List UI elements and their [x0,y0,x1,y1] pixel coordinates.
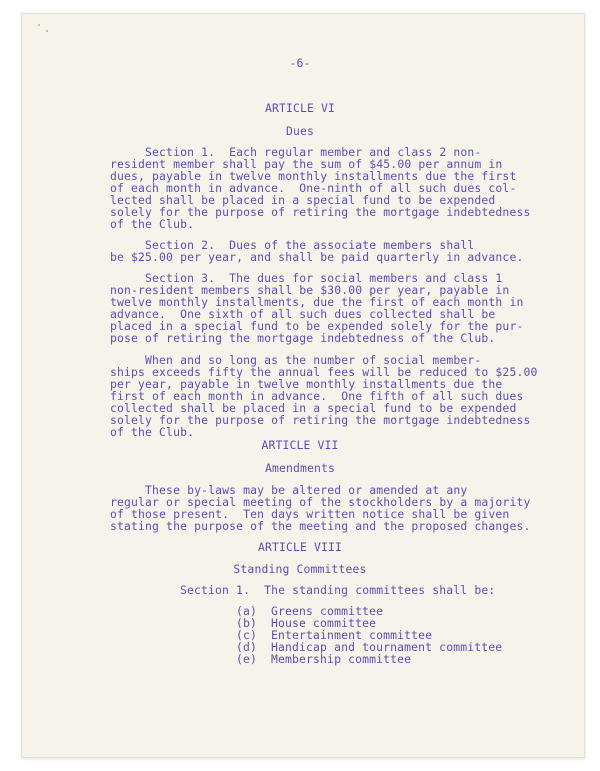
text-line: regular or special meeting of the stockholders by a majority [110,495,531,509]
text-line: solely for the purpose of retiring the mortgage indebtedness [110,205,531,219]
list-marker: (c) [236,628,258,642]
text-line: Section 2. Dues of the associate members shall [110,238,475,252]
text-line: Section 3. The dues for social members and class 1 [110,271,503,285]
article-vii-subheading: Amendments [264,461,336,475]
text-line: ships exceeds fifty the annual fees will be reduced to $25.00 [110,365,538,379]
article-vi-heading: ARTICLE VI [264,101,336,115]
text-line: dues, payable in twelve monthly installments due the first [110,169,517,183]
text-line: of the Club. [110,425,195,439]
article-vi-subheading: Dues [285,124,315,138]
text-line: stating the purpose of the meeting and the proposed changes. [110,519,531,533]
text-line: These by-laws may be altered or amended at any [110,483,468,497]
committee-name: House committee [271,616,377,630]
committee-name: Membership committee [271,652,412,666]
text-line: pose of retiring the mortgage indebtedness of the Club. [110,331,496,345]
text-line: of each month in advance. One-ninth of all such dues col- [110,181,517,195]
list-marker: (d) [236,640,258,654]
committee-name: Entertainment committee [271,628,433,642]
list-marker: (e) [236,652,258,666]
committee-name: Greens committee [271,604,384,618]
article-vii-heading: ARTICLE VII [261,438,339,452]
text-line: advance. One sixth of all such dues collected shall be [110,307,496,321]
committee-name: Handicap and tournament committee [271,640,503,654]
article-viii-subheading: Standing Committees [233,562,367,576]
text-line: Section 1. Each regular member and class 2 non- [110,145,482,159]
text-line: per year, payable in twelve monthly installments due the [110,377,503,391]
page-number: -6- [289,56,311,70]
text-line: be $25.00 per year, and shall be paid quarterly in advance. [110,250,524,264]
text-line: When and so long as the number of social member- [110,353,482,367]
paper-speck [46,30,48,32]
list-marker: (a) [236,604,258,618]
text-line: collected shall be placed in a special fund to be expended [110,401,517,415]
text-line: of the Club. [110,217,195,231]
text-line: resident member shall pay the sum of $45.00 per annum in [110,157,503,171]
text-line: first of each month in advance. One fifth of all such dues [110,389,524,403]
article-viii-section-1: Section 1. The standing committees shall be: [180,583,496,597]
text-line: non-resident members shall be $30.00 per year, payable in [110,283,510,297]
list-marker: (b) [236,616,258,630]
text-line: twelve monthly installments, due the first of each month in [110,295,524,309]
paper-speck [38,24,40,26]
article-viii-heading: ARTICLE VIII [257,540,343,554]
text-line: solely for the purpose of retiring the mortgage indebtedness [110,413,531,427]
text-line: lected shall be placed in a special fund to be expended [110,193,496,207]
text-line: placed in a special fund to be expended solely for the pur- [110,319,524,333]
text-line: of those present. Ten days written notice shall be given [110,507,510,521]
